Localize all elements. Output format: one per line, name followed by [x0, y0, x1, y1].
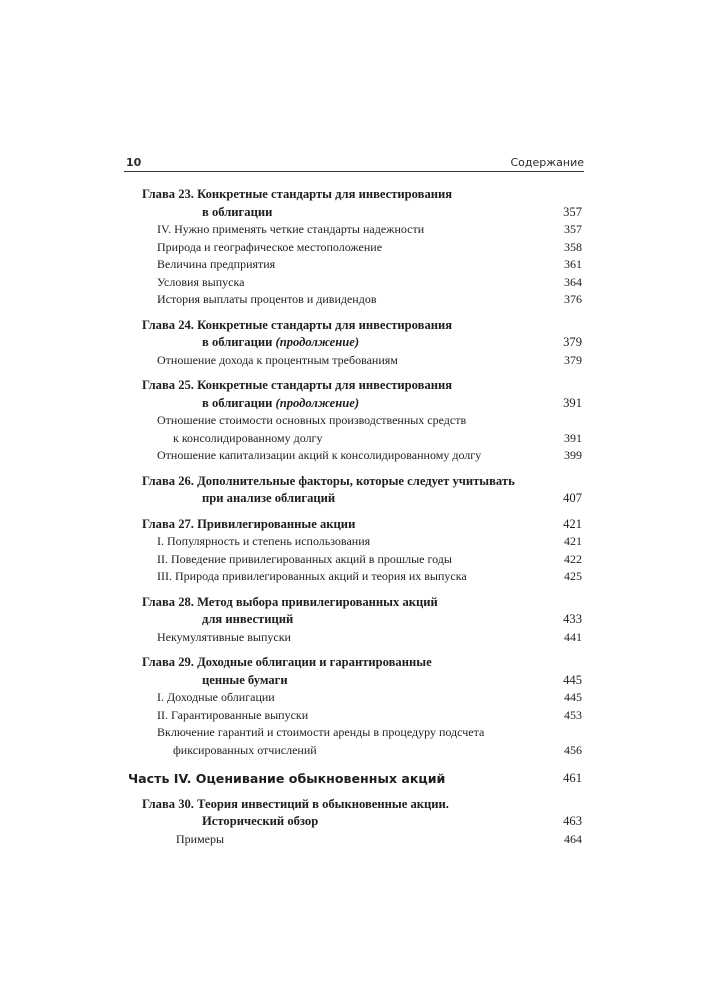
chapter-25-title[interactable]: Глава 25. Конкретные стандарты для инвестирования [142, 378, 453, 392]
page-header [124, 156, 584, 172]
chapter-23-title[interactable]: Глава 23. Конкретные стандарты для инвестирования [142, 187, 453, 201]
chapter-23-title-cont[interactable]: в облигации 357 [124, 204, 584, 222]
page-ref: 453 [564, 707, 582, 722]
toc-entry[interactable]: III. Природа привилегированных акций и теория их выпуска 425 [124, 568, 584, 586]
page-ref: 361 [564, 257, 582, 271]
page-ref: 391 [563, 395, 582, 410]
page-ref: 421 [563, 516, 582, 531]
chapter-30-title-cont[interactable]: Исторический обзор 463 [124, 813, 584, 831]
page-ref: 379 [563, 335, 582, 349]
chapter-26-title[interactable]: Глава 26. Дополнительные факторы, которые следует учитывать [142, 473, 515, 488]
page-ref: 433 [563, 612, 582, 626]
toc-entry[interactable]: Отношение дохода к процентным требованиям 379 [124, 352, 584, 370]
chapter-28-title[interactable]: Глава 28. Метод выбора привилегированных акций [142, 594, 438, 609]
chapter-28-title-cont[interactable]: для инвестиций 433 [124, 611, 584, 629]
chapter-26-title-cont[interactable]: при анализе облигаций 407 [124, 490, 584, 508]
chapter-29-title-cont[interactable]: ценные бумаги 445 [124, 672, 584, 690]
chapter-25-title-cont[interactable]: в облигации (продолжение) 391 [124, 395, 584, 413]
chapter-30-title[interactable]: Глава 30. Теория инвестиций в обыкновенные акции. [142, 796, 449, 811]
toc-entry-cont[interactable]: фиксированных отчислений 456 [124, 742, 584, 760]
page-ref: 464 [564, 831, 582, 846]
page-ref: 422 [564, 551, 582, 566]
part-4-title[interactable]: Часть IV. Оценивание обыкновенных акций 461 [128, 771, 582, 786]
chapter-29-title[interactable]: Глава 29. Доходные облигации и гарантированные [142, 655, 432, 669]
header-rule [124, 171, 584, 172]
page-ref: 399 [564, 448, 582, 462]
page-ref: 463 [563, 814, 582, 828]
toc-entry[interactable]: II. Поведение привилегированных акций в прошлые годы 422 [124, 551, 584, 569]
chapter-24-title-cont[interactable]: в облигации (продолжение) 379 [124, 334, 584, 352]
toc-entry[interactable]: Отношение стоимости основных производственных средств [157, 413, 467, 427]
toc-entry[interactable]: IV. Нужно применять четкие стандарты надежности 357 [124, 221, 584, 239]
toc-entry[interactable]: Примеры 464 [124, 831, 584, 849]
toc-entry[interactable]: Условия выпуска 364 [124, 274, 584, 292]
toc-entry[interactable]: Величина предприятия 361 [124, 256, 584, 274]
page-ref: 461 [563, 771, 582, 785]
page-ref: 456 [564, 742, 582, 757]
page-ref: 364 [564, 274, 582, 289]
page-number: 10 [126, 156, 142, 169]
table-of-contents [124, 186, 584, 848]
chapter-24-title[interactable]: Глава 24. Конкретные стандарты для инвестирования [142, 317, 453, 332]
page-ref: 379 [564, 352, 582, 367]
page-ref: 445 [563, 672, 582, 687]
page-ref: 441 [564, 629, 582, 644]
running-title: Содержание [510, 156, 584, 169]
chapter-27-title[interactable]: Глава 27. Привилегированные акции 421 [124, 516, 584, 534]
toc-entry[interactable]: Отношение капитализации акций к консолидированному долгу 399 [124, 447, 584, 465]
toc-entry[interactable]: I. Доходные облигации 445 [124, 689, 584, 707]
toc-entry[interactable]: История выплаты процентов и дивидендов 376 [124, 291, 584, 309]
page-ref: 445 [564, 690, 582, 704]
toc-entry[interactable]: I. Популярность и степень использования 421 [124, 533, 584, 551]
toc-entry[interactable]: Некумулятивные выпуски 441 [124, 629, 584, 647]
page-ref: 425 [564, 569, 582, 583]
page-ref: 421 [564, 534, 582, 548]
toc-entry-cont[interactable]: к консолидированному долгу 391 [124, 430, 584, 448]
page-ref: 407 [563, 491, 582, 505]
toc-entry[interactable]: Природа и географическое местоположение 358 [124, 239, 584, 257]
page-ref: 357 [564, 222, 582, 236]
page-ref: 357 [563, 204, 582, 219]
page-ref: 391 [564, 430, 582, 445]
toc-entry[interactable]: Включение гарантий и стоимости аренды в процедуру подсчета [157, 725, 485, 739]
page-ref: 358 [564, 239, 582, 254]
page-ref: 376 [564, 292, 582, 306]
toc-entry[interactable]: II. Гарантированные выпуски 453 [124, 707, 584, 725]
